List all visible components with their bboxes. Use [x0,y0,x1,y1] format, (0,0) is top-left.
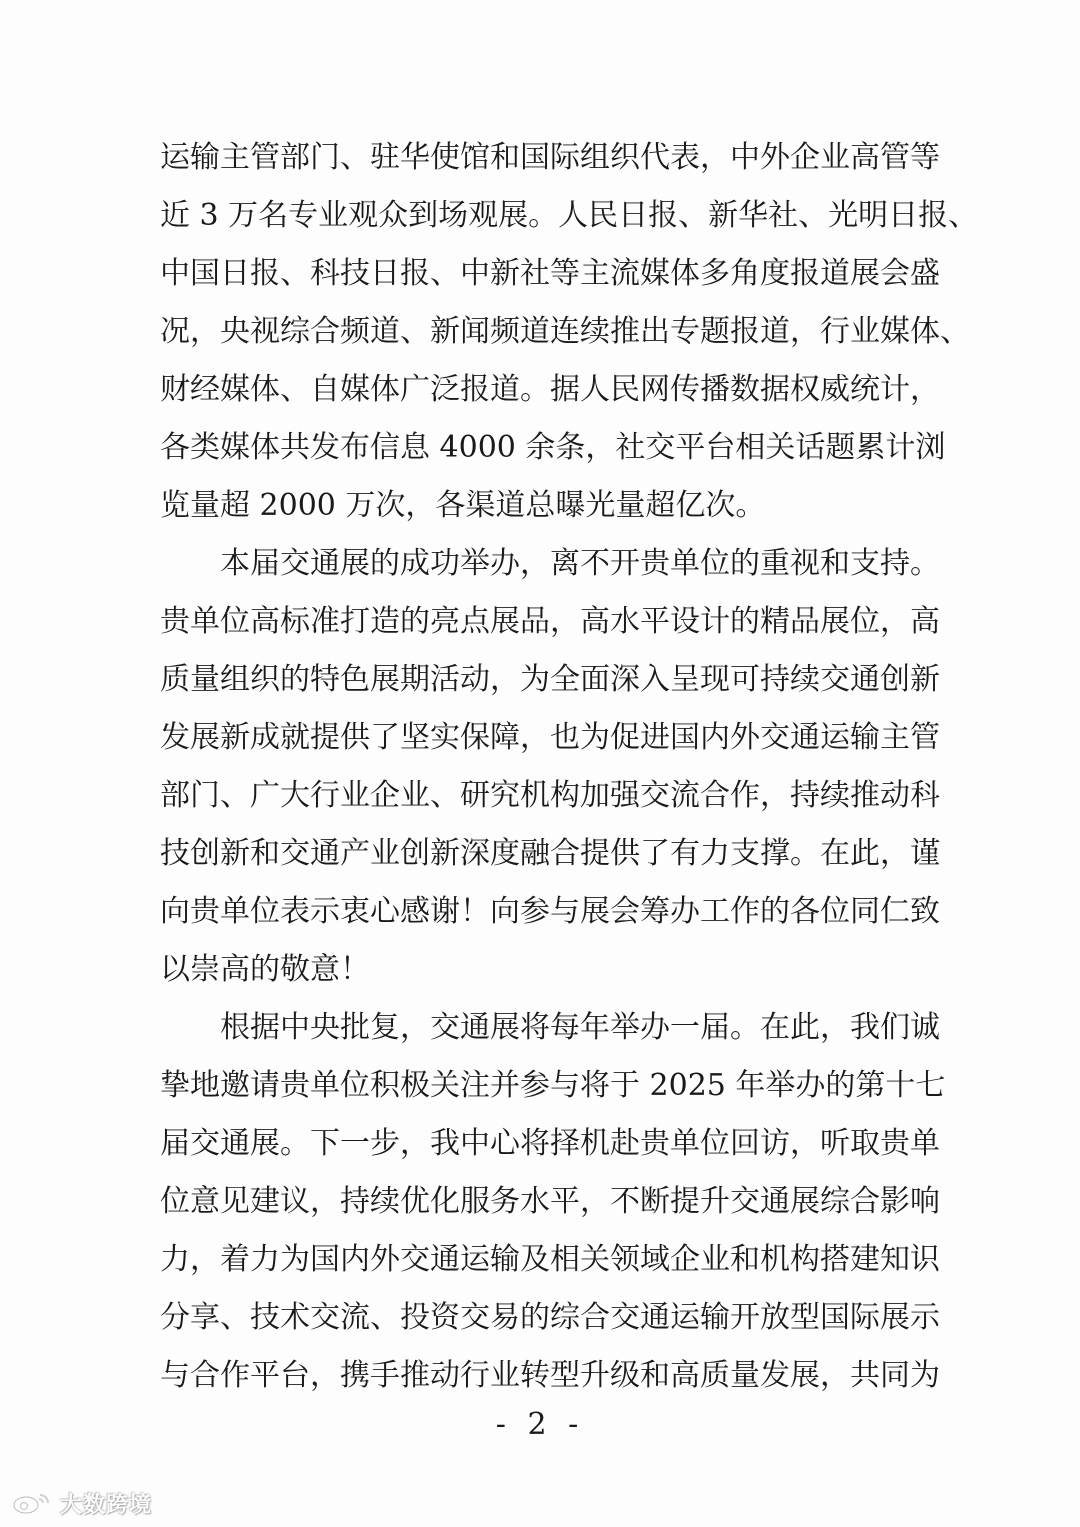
body-line: 贵单位高标准打造的亮点展品，高水平设计的精品展位，高 [160,604,940,639]
paragraph-first-line: 本届交通展的成功举办，离不开贵单位的重视和支持。 [160,546,940,581]
body-line: 技创新和交通产业创新深度融合提供了有力支撑。在此，谨 [160,836,940,871]
body-line: 力，着力为国内外交通运输及相关领域企业和机构搭建知识 [160,1242,940,1277]
body-line: 部门、广大行业企业、研究机构加强交流合作，持续推动科 [160,778,940,813]
body-line: 发展新成就提供了坚实保障，也为促进国内外交通运输主管 [160,720,940,755]
body-line: 运输主管部门、驻华使馆和国际组织代表，中外企业高管等 [160,140,940,175]
body-line: 分享、技术交流、投资交易的综合交通运输开放型国际展示 [160,1300,940,1335]
watermark-text: 大数跨境 [60,1492,153,1518]
body-line: 挚地邀请贵单位积极关注并参与将于 2025 年举办的第十七 [160,1068,946,1103]
body-line: 位意见建议，持续优化服务水平，不断提升交通展综合影响 [160,1184,940,1219]
body-line: 各类媒体共发布信息 4000 余条，社交平台相关话题累计浏 [160,430,946,465]
body-line: 中国日报、科技日报、中新社等主流媒体多角度报道展会盛 [160,256,940,291]
body-line: 届交通展。下一步，我中心将择机赴贵单位回访，听取贵单 [160,1126,940,1161]
body-line: 质量组织的特色展期活动，为全面深入呈现可持续交通创新 [160,662,940,697]
body-line: 览量超 2000 万次，各渠道总曝光量超亿次。 [160,488,766,523]
body-line: 近 3 万名专业观众到场观展。人民日报、新华社、光明日报、 [160,198,979,233]
paragraph-first-line: 根据中央批复，交通展将每年举办一届。在此，我们诚 [160,1010,940,1045]
body-line: 以崇高的敬意！ [160,952,370,987]
body-line: 财经媒体、自媒体广泛报道。据人民网传播数据权威统计， [160,372,940,407]
body-line: 向贵单位表示衷心感谢！向参与展会筹办工作的各位同仁致 [160,894,940,929]
body-line: 况，央视综合频道、新闻频道连续推出专题报道，行业媒体、 [160,314,970,349]
body-line: 与合作平台，携手推动行业转型升级和高质量发展，共同为 [160,1358,940,1393]
weibo-logo-icon [10,1491,54,1515]
page-number: - 2 - [495,1407,585,1442]
watermark [10,1488,152,1518]
